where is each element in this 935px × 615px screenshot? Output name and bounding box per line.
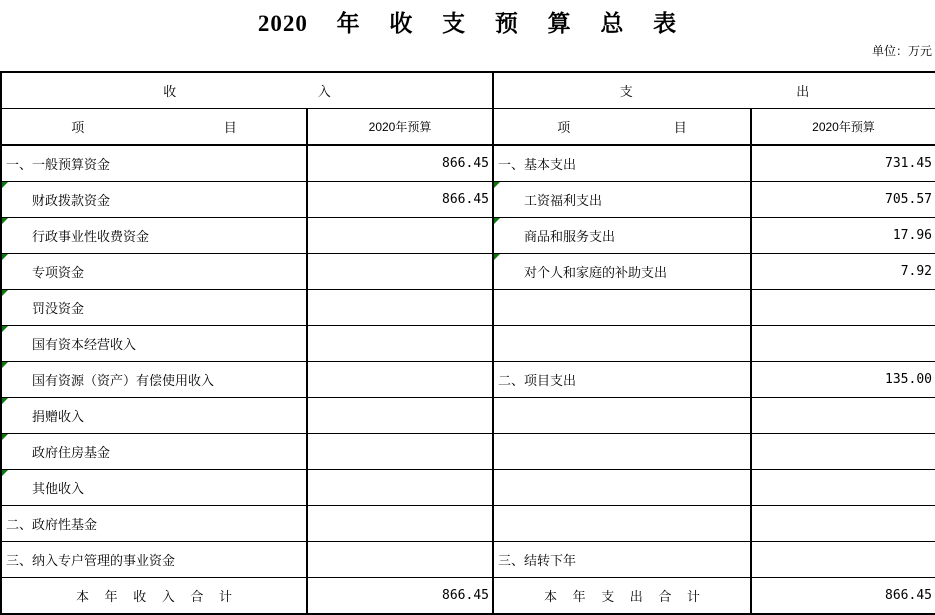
- error-indicator-icon: [494, 254, 500, 260]
- income-value-cell: [307, 398, 493, 434]
- expense-item-header: 项 目: [493, 109, 751, 146]
- error-indicator-icon: [2, 470, 8, 476]
- expense-item-cell: [493, 362, 751, 398]
- income-value-cell: [307, 470, 493, 506]
- income-item-cell: [1, 398, 307, 434]
- error-indicator-icon: [494, 218, 500, 224]
- expense-value-cell: [751, 254, 935, 290]
- expense-item-cell: [493, 434, 751, 470]
- income-value-cell: [307, 182, 493, 218]
- income-budget-header: 2020年预算: [307, 109, 493, 146]
- expense-value-cell: [751, 218, 935, 254]
- income-value-cell: [307, 542, 493, 578]
- income-item-cell: [1, 542, 307, 578]
- income-item-cell: [1, 145, 307, 182]
- error-indicator-icon: [2, 362, 8, 368]
- income-value-cell: [307, 218, 493, 254]
- income-item-header: 项 目: [1, 109, 307, 146]
- income-value-cell: [307, 290, 493, 326]
- income-value-cell: [307, 434, 493, 470]
- table-row: [1, 506, 935, 542]
- error-indicator-icon: [494, 182, 500, 188]
- expense-value-cell: [751, 290, 935, 326]
- table-row: [1, 434, 935, 470]
- table-row: [1, 470, 935, 506]
- income-item-cell: [1, 290, 307, 326]
- expense-value-cell: [751, 434, 935, 470]
- expense-value-cell: [751, 506, 935, 542]
- expense-item-cell: [493, 145, 751, 182]
- expense-value: 135.00: [885, 372, 932, 387]
- table-row: [1, 362, 935, 398]
- table-row: [1, 290, 935, 326]
- expense-budget-header: 2020年预算: [751, 109, 935, 146]
- expense-value: 866.45: [885, 588, 932, 603]
- income-item-cell: [1, 434, 307, 470]
- expense-value-cell: [751, 145, 935, 182]
- budget-table-body: [1, 145, 935, 614]
- table-row: [1, 218, 935, 254]
- expense-item-label: 对个人和家庭的补助支出: [524, 265, 668, 280]
- table-row: [1, 145, 935, 182]
- error-indicator-icon: [2, 434, 8, 440]
- error-indicator-icon: [2, 254, 8, 260]
- income-item-cell: [1, 218, 307, 254]
- expense-item-cell: [493, 290, 751, 326]
- income-item-cell: [1, 506, 307, 542]
- income-value-cell: [307, 578, 493, 615]
- income-value-cell: [307, 254, 493, 290]
- expense-item-label: 商品和服务支出: [524, 229, 616, 244]
- section-header-row: [1, 72, 935, 109]
- income-item-label: 本 年 收 入 合 计: [75, 589, 233, 604]
- income-item-label: 捐赠收入: [32, 409, 85, 424]
- table-row: [1, 182, 935, 218]
- income-item-cell: [1, 182, 307, 218]
- income-value: 866.45: [442, 192, 489, 207]
- expense-item-cell: [493, 506, 751, 542]
- expense-value-cell: [751, 182, 935, 218]
- expense-value: 7.92: [900, 264, 932, 279]
- income-item-label: 财政拨款资金: [32, 193, 111, 208]
- error-indicator-icon: [2, 182, 8, 188]
- income-item-cell: [1, 578, 307, 615]
- income-item-label: 罚没资金: [32, 301, 85, 316]
- income-value: 866.45: [442, 156, 489, 171]
- expense-value-cell: [751, 326, 935, 362]
- expense-item-label: 本 年 支 出 合 计: [543, 589, 701, 604]
- expense-value-cell: [751, 470, 935, 506]
- column-header-row: [1, 109, 935, 146]
- error-indicator-icon: [2, 326, 8, 332]
- income-item-label: 一、一般预算资金: [6, 157, 111, 172]
- expense-item-label: 工资福利支出: [524, 193, 603, 208]
- income-item-label: 其他收入: [32, 481, 85, 496]
- expense-item-cell: [493, 542, 751, 578]
- income-item-label: 政府住房基金: [32, 445, 111, 460]
- expense-item-cell: [493, 578, 751, 615]
- expense-item-cell: [493, 326, 751, 362]
- expense-item-label: 一、基本支出: [498, 157, 577, 172]
- expense-item-cell: [493, 470, 751, 506]
- unit-note: 单位：万元: [871, 44, 932, 58]
- table-row: [1, 578, 935, 615]
- expense-item-cell: [493, 398, 751, 434]
- expense-item-label: 三、结转下年: [498, 553, 577, 568]
- income-item-cell: [1, 470, 307, 506]
- expense-item-label: 二、项目支出: [498, 373, 577, 388]
- income-value-cell: [307, 326, 493, 362]
- error-indicator-icon: [2, 290, 8, 296]
- table-row: [1, 254, 935, 290]
- expense-value: 17.96: [892, 228, 932, 243]
- error-indicator-icon: [2, 218, 8, 224]
- page-title: 2020 年 收 支 预 算 总 表: [257, 11, 678, 36]
- table-row: [1, 542, 935, 578]
- income-item-cell: [1, 326, 307, 362]
- income-value-cell: [307, 362, 493, 398]
- expense-value-cell: [751, 398, 935, 434]
- income-value-cell: [307, 145, 493, 182]
- income-section-header: 收 入: [1, 72, 493, 109]
- income-value-cell: [307, 506, 493, 542]
- expense-value: 731.45: [885, 156, 932, 171]
- income-value: 866.45: [442, 588, 489, 603]
- income-item-label: 三、纳入专户管理的事业资金: [6, 553, 176, 568]
- income-item-label: 国有资本经营收入: [32, 337, 137, 352]
- expense-item-cell: [493, 218, 751, 254]
- income-item-label: 二、政府性基金: [6, 517, 98, 532]
- table-row: [1, 326, 935, 362]
- error-indicator-icon: [2, 398, 8, 404]
- table-row: [1, 398, 935, 434]
- expense-value: 705.57: [885, 192, 932, 207]
- expense-value-cell: [751, 362, 935, 398]
- income-item-cell: [1, 362, 307, 398]
- income-item-label: 行政事业性收费资金: [32, 229, 150, 244]
- expense-section-header: 支 出: [493, 72, 935, 109]
- expense-item-cell: [493, 254, 751, 290]
- income-item-label: 国有资源（资产）有偿使用收入: [32, 373, 215, 388]
- income-item-cell: [1, 254, 307, 290]
- expense-item-cell: [493, 182, 751, 218]
- expense-value-cell: [751, 542, 935, 578]
- budget-table: [0, 71, 935, 615]
- income-item-label: 专项资金: [32, 265, 85, 280]
- expense-value-cell: [751, 578, 935, 615]
